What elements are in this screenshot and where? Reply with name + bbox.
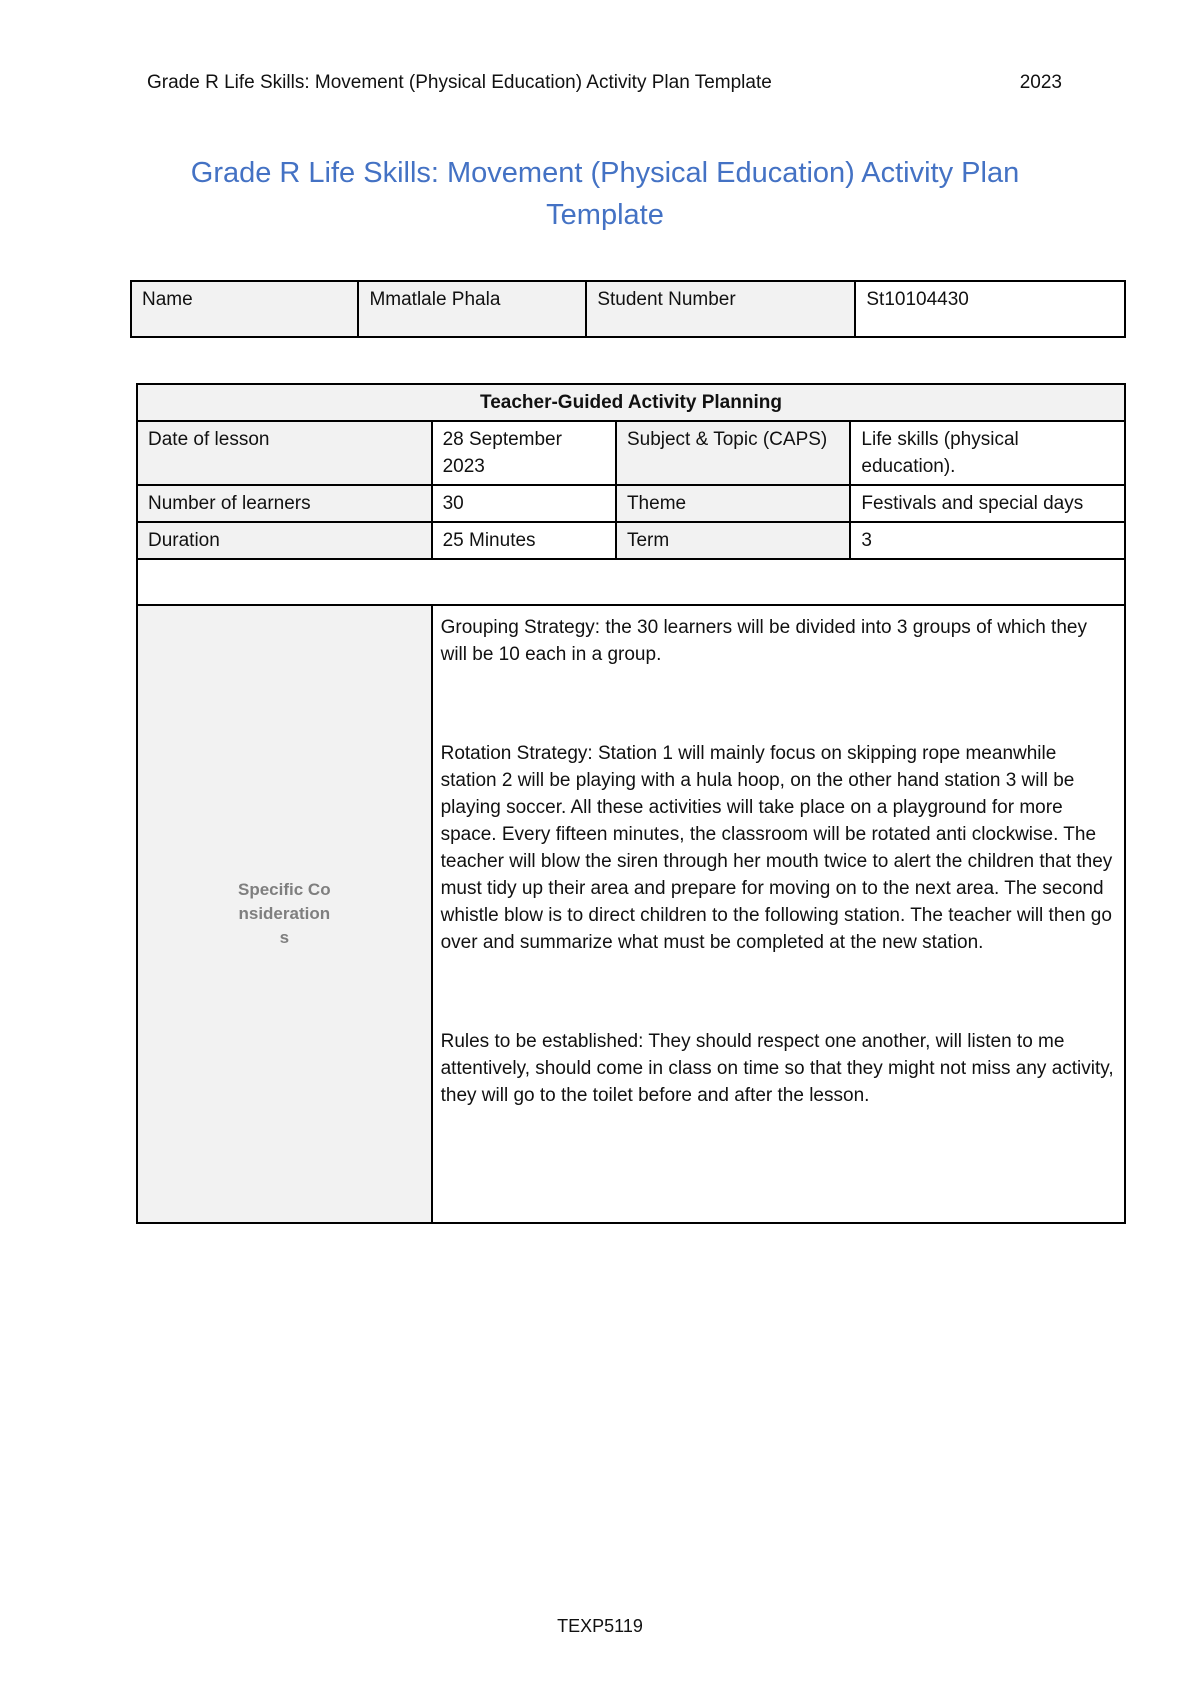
- name-value: Mmatlale Phala: [358, 281, 586, 337]
- date-value: 28 September 2023: [432, 421, 616, 485]
- rotation-strategy: Rotation Strategy: Station 1 will mainly focus on skipping rope meanwhile station 2 will be playing with a hula hoop, on the other hand station 3 will be playing soccer. All these activities will take place on a playground for more space. Every fifteen minutes, the classroom will be rotated anti clockwise. The teacher will blow the siren through her mouth twice to alert the children that they must tidy up their area and prepare for moving on to the next area. The second whistle blow is to direct children to the following station. The teacher will then go over and summarize what must be completed at the new station.: [440, 743, 1113, 953]
- student-number-value: St10104430: [855, 281, 1125, 337]
- duration-value: 25 Minutes: [432, 522, 616, 559]
- empty-row: [137, 559, 1125, 605]
- table-row: [137, 485, 1125, 522]
- page-header: [147, 72, 1062, 94]
- plan-heading-row: [137, 384, 1125, 421]
- empty-cell: [137, 559, 1125, 605]
- plan-heading: Teacher-Guided Activity Planning: [137, 384, 1125, 421]
- date-label: Date of lesson: [137, 421, 432, 485]
- grouping-strategy: Grouping Strategy: the 30 learners will be divided into 3 groups of which they will be 10 each in a group.: [440, 617, 1087, 665]
- header-year: 2023: [1019, 72, 1062, 93]
- considerations-label-text: Specific Considerations: [238, 880, 331, 947]
- considerations-row: [137, 605, 1125, 1223]
- considerations-label: [137, 605, 432, 1223]
- rules: Rules to be established: They should respect one another, will listen to me attentively, should come in class on time so that they might not miss any activity, they will go to the toilet before and after the lesson.: [440, 1031, 1114, 1106]
- term-value: 3: [850, 522, 1125, 559]
- student-number-label: Student Number: [586, 281, 855, 337]
- student-info-table: [130, 280, 1126, 338]
- theme-value: Festivals and special days: [850, 485, 1125, 522]
- footer-code: TEXP5119: [557, 1616, 643, 1636]
- learners-value: 30: [432, 485, 616, 522]
- subject-value: Life skills (physical education).: [850, 421, 1125, 485]
- table-row: [137, 522, 1125, 559]
- considerations-body: [432, 605, 1125, 1223]
- name-label: Name: [131, 281, 358, 337]
- duration-label: Duration: [137, 522, 432, 559]
- learners-label: Number of learners: [137, 485, 432, 522]
- term-label: Term: [616, 522, 850, 559]
- document-title: Grade R Life Skills: Movement (Physical Education) Activity Plan Template: [190, 157, 1020, 231]
- theme-label: Theme: [616, 485, 850, 522]
- table-row: [137, 421, 1125, 485]
- subject-label: Subject & Topic (CAPS): [616, 421, 850, 485]
- header-title: Grade R Life Skills: Movement (Physical Education) Activity Plan Template: [147, 72, 772, 93]
- activity-plan-table: [136, 383, 1126, 1224]
- student-info-row: [131, 281, 1125, 337]
